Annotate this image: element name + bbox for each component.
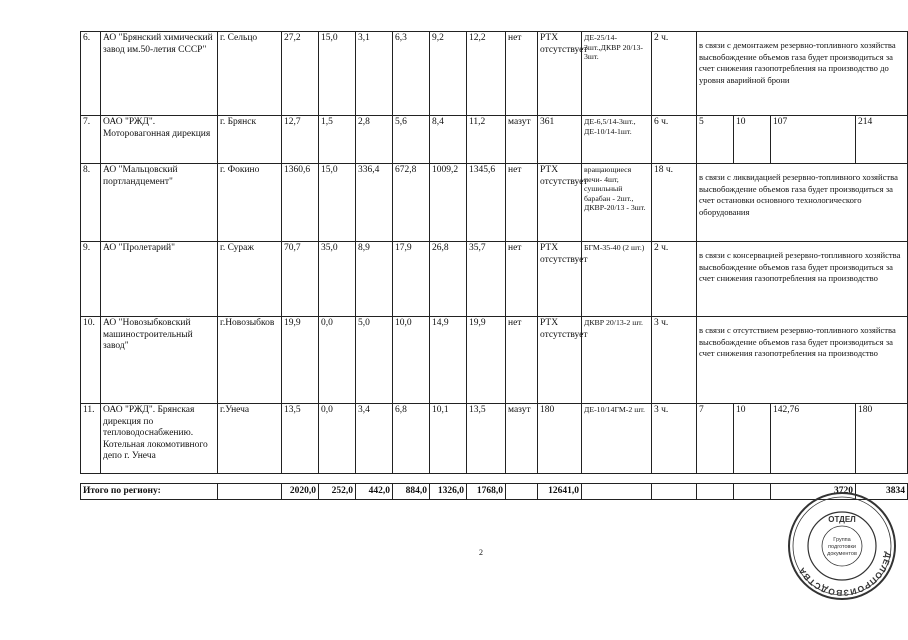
rtx-volume: 361 [538, 116, 582, 164]
value-4: 17,9 [393, 242, 430, 317]
stamp-center-line-2: подготовки [828, 544, 856, 550]
value-5: 26,8 [430, 242, 467, 317]
total-value-1: 2020,0 [282, 484, 319, 500]
organization: АО "Мальцовский портландцемент" [101, 164, 218, 242]
note: в связи с демонтажем резервно-топливного хозяйства высвобождение объемов газа будет производиться за счет снижения газопотребления на производство до уровня аварийной брони [697, 32, 908, 116]
value-2: 15,0 [319, 164, 356, 242]
value-3: 3,1 [356, 32, 393, 116]
reserve-value-2: 10 [734, 116, 771, 164]
value-1: 27,2 [282, 32, 319, 116]
rtx-status: РТХ отсутствует [538, 317, 582, 404]
table-row [81, 164, 908, 242]
organization: ОАО "РЖД". Моторовагонная дирекция [101, 116, 218, 164]
reserve-fuel: мазут [506, 404, 538, 474]
value-4: 672,8 [393, 164, 430, 242]
table-row [81, 116, 908, 164]
stamp-top-text: ОТДЕЛ [828, 515, 856, 524]
reserve-value-3: 142,76 [771, 404, 856, 474]
value-5: 1009,2 [430, 164, 467, 242]
organization: ОАО "РЖД". Брянская дирекция по тепловодоснабжению. Котельная локомотивного депо г. Унеча [101, 404, 218, 474]
equipment: ДЕ-25/14-3шт.,ДКВР 20/13-3шт. [582, 32, 652, 116]
total-value-4: 884,0 [393, 484, 430, 500]
organization: АО "Новозыбковский машиностроительный завод" [101, 317, 218, 404]
total-row [81, 484, 908, 500]
value-4: 6,3 [393, 32, 430, 116]
reserve-value-1: 5 [697, 116, 734, 164]
row-number: 9. [81, 242, 101, 317]
note: в связи с ликвидацией резервно-топливного хозяйства высвобождение объемов газа будет производиться за счет остановки основного технологического оборудования [697, 164, 908, 242]
value-5: 9,2 [430, 32, 467, 116]
value-5: 8,4 [430, 116, 467, 164]
table-row [81, 242, 908, 317]
note: в связи с консервацией резервно-топливного хозяйства высвобождение объемов газа будет производиться за счет снижения газопотребления на производство [697, 242, 908, 317]
city: г.Унеча [218, 404, 282, 474]
stamp-center-line-1: Группа [833, 537, 851, 543]
reserve-fuel: нет [506, 242, 538, 317]
total-reserve-4: 3834 [856, 484, 908, 500]
switch-time: 3 ч. [652, 317, 697, 404]
reserve-value-4: 214 [856, 116, 908, 164]
equipment: ДКВР 20/13-2 шт. [582, 317, 652, 404]
value-6: 12,2 [467, 32, 506, 116]
switch-time: 18 ч. [652, 164, 697, 242]
city: г. Фокино [218, 164, 282, 242]
stamp-ring-text: ДЕЛОПРОИЗВОДСТВА [795, 551, 894, 599]
value-1: 13,5 [282, 404, 319, 474]
table-row [81, 317, 908, 404]
equipment: ДЕ-6,5/14-3шт., ДЕ-10/14-1шт. [582, 116, 652, 164]
reserve-value-3: 107 [771, 116, 856, 164]
switch-time: 2 ч. [652, 32, 697, 116]
office-stamp [786, 490, 898, 602]
value-2: 0,0 [319, 317, 356, 404]
value-6: 13,5 [467, 404, 506, 474]
reserve-value-2: 10 [734, 404, 771, 474]
value-4: 6,8 [393, 404, 430, 474]
value-3: 336,4 [356, 164, 393, 242]
value-2: 15,0 [319, 32, 356, 116]
value-3: 2,8 [356, 116, 393, 164]
value-5: 10,1 [430, 404, 467, 474]
reserve-fuel: мазут [506, 116, 538, 164]
reserve-value-4: 180 [856, 404, 908, 474]
table-row [81, 32, 908, 116]
value-2: 0,0 [319, 404, 356, 474]
row-number: 10. [81, 317, 101, 404]
row-number: 6. [81, 32, 101, 116]
city: г. Сураж [218, 242, 282, 317]
row-number: 7. [81, 116, 101, 164]
total-value-5: 1326,0 [430, 484, 467, 500]
rtx-volume: 180 [538, 404, 582, 474]
note: в связи с отсутствием резервно-топливного хозяйства высвобождение объемов газа будет производиться за счет снижения газопотребления на производство [697, 317, 908, 404]
page-number: 2 [479, 548, 483, 557]
value-1: 1360,6 [282, 164, 319, 242]
city: г.Новозыбков [218, 317, 282, 404]
switch-time: 3 ч. [652, 404, 697, 474]
value-1: 19,9 [282, 317, 319, 404]
total-label: Итого по региону: [81, 484, 218, 500]
region-total-table [80, 483, 908, 500]
value-1: 70,7 [282, 242, 319, 317]
equipment: ДЕ-10/14ГМ-2 шт. [582, 404, 652, 474]
total-reserve-3: 3720 [771, 484, 856, 500]
value-1: 12,7 [282, 116, 319, 164]
organization: АО "Пролетарий" [101, 242, 218, 317]
switch-time: 2 ч. [652, 242, 697, 317]
total-rtx: 12641,0 [538, 484, 582, 500]
value-4: 10,0 [393, 317, 430, 404]
row-number: 11. [81, 404, 101, 474]
equipment: БГМ-35-40 (2 шт.) [582, 242, 652, 317]
city: г. Брянск [218, 116, 282, 164]
reserve-fuel: нет [506, 317, 538, 404]
value-3: 5,0 [356, 317, 393, 404]
region-gas-table [80, 31, 908, 474]
value-6: 35,7 [467, 242, 506, 317]
value-2: 1,5 [319, 116, 356, 164]
value-6: 11,2 [467, 116, 506, 164]
switch-time: 6 ч. [652, 116, 697, 164]
city: г. Сельцо [218, 32, 282, 116]
organization: АО "Брянский химический завод им.50-летия СССР" [101, 32, 218, 116]
rtx-status: РТХ отсутствует [538, 32, 582, 116]
value-6: 1345,6 [467, 164, 506, 242]
total-value-2: 252,0 [319, 484, 356, 500]
equipment: вращающиеся печи- 4шт, сушильный барабан - 2шт., ДКВР-20/13 - 3шт. [582, 164, 652, 242]
row-number: 8. [81, 164, 101, 242]
total-value-3: 442,0 [356, 484, 393, 500]
rtx-status: РТХ отсутствует [538, 164, 582, 242]
value-2: 35,0 [319, 242, 356, 317]
table-row [81, 404, 908, 474]
rtx-status: РТХ отсутствует [538, 242, 582, 317]
stamp-center-line-3: документов [827, 551, 857, 557]
value-5: 14,9 [430, 317, 467, 404]
reserve-fuel: нет [506, 164, 538, 242]
value-3: 3,4 [356, 404, 393, 474]
reserve-fuel: нет [506, 32, 538, 116]
value-4: 5,6 [393, 116, 430, 164]
total-value-6: 1768,0 [467, 484, 506, 500]
value-6: 19,9 [467, 317, 506, 404]
reserve-value-1: 7 [697, 404, 734, 474]
value-3: 8,9 [356, 242, 393, 317]
